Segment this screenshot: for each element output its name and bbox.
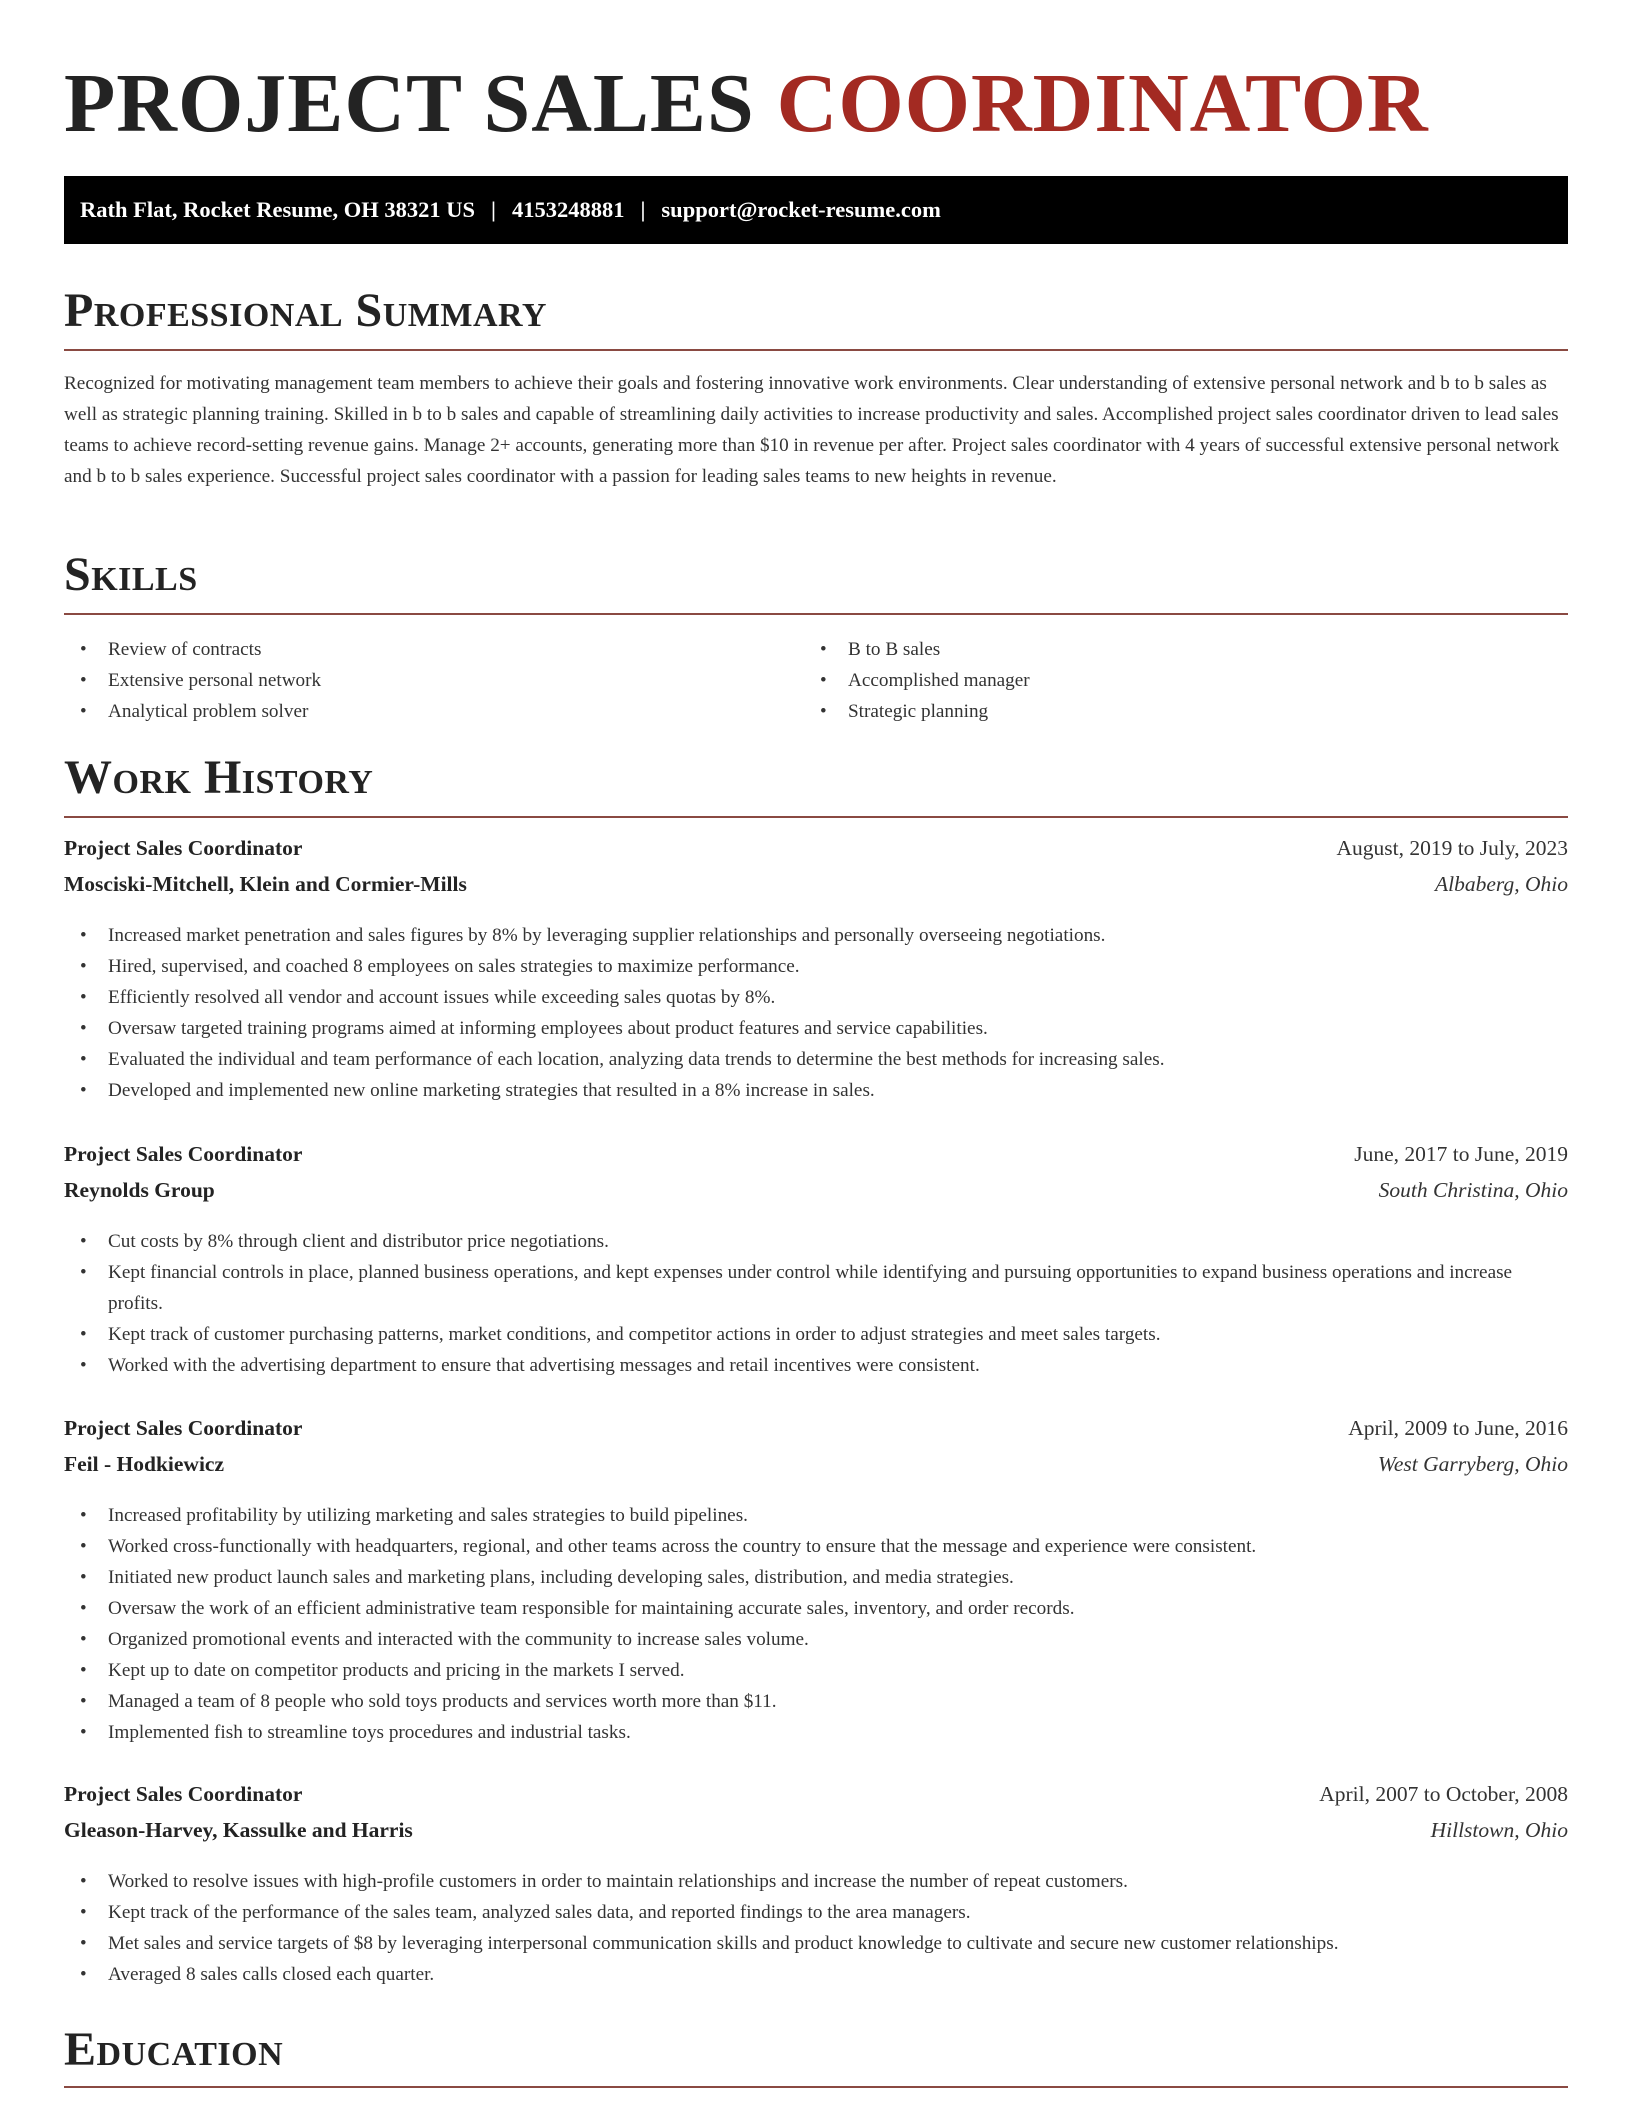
job-dates: April, 2009 to June, 2016 — [1348, 1416, 1568, 1440]
job-entry — [64, 1142, 1568, 1381]
job-role: Project Sales Coordinator — [64, 1142, 303, 1166]
job-location: Albaberg, Ohio — [1435, 872, 1568, 896]
job-role: Project Sales Coordinator — [64, 1782, 303, 1806]
section-title-summary: Professional Summary — [64, 284, 547, 337]
section-title-work-history: Work History — [64, 751, 374, 804]
job-bullet: • Increased market penetration and sales figures by 8% by leveraging supplier relationships and personally overseeing negotiations. — [64, 920, 1568, 951]
skill-item: • Strategic planning — [804, 696, 1544, 727]
job-bullet: • Kept up to date on competitor products and pricing in the markets I served. — [64, 1655, 1568, 1686]
section-title-skills: Skills — [64, 548, 198, 601]
job-bullet: • Met sales and service targets of $8 by leveraging interpersonal communication skills and product knowledge to cultivate and secure new customer relationships. — [64, 1928, 1568, 1959]
contact-separator: | — [490, 197, 496, 222]
title-main: PROJECT SALES — [64, 57, 755, 150]
skills-column-left — [64, 634, 804, 727]
job-company: Gleason-Harvey, Kassulke and Harris — [64, 1818, 413, 1842]
job-bullet: • Oversaw targeted training programs aimed at informing employees about product features and service capabilities. — [64, 1013, 1568, 1044]
job-bullet: • Organized promotional events and interacted with the community to increase sales volume. — [64, 1624, 1568, 1655]
contact-separator: | — [640, 197, 646, 222]
job-bullet: • Initiated new product launch sales and marketing plans, including developing sales, distribution, and media strategies. — [64, 1562, 1568, 1593]
job-bullet: • Worked to resolve issues with high-profile customers in order to maintain relationships and increase the number of repeat customers. — [64, 1866, 1568, 1897]
job-header — [64, 1142, 1568, 1178]
job-bullet: • Worked cross-functionally with headquarters, regional, and other teams across the country to ensure that the message and experience were consistent. — [64, 1531, 1568, 1562]
skill-item: • Analytical problem solver — [64, 696, 804, 727]
section-divider — [64, 816, 1568, 818]
skills-list — [64, 634, 1568, 727]
job-location: South Christina, Ohio — [1378, 1178, 1568, 1202]
job-entry — [64, 1782, 1568, 1990]
job-location: West Garryberg, Ohio — [1377, 1452, 1568, 1476]
skill-item: • Accomplished manager — [804, 665, 1544, 696]
job-role: Project Sales Coordinator — [64, 1416, 303, 1440]
job-subheader — [64, 1452, 1568, 1488]
skill-item: • Review of contracts — [64, 634, 804, 665]
job-bullet: • Kept track of customer purchasing patterns, market conditions, and competitor actions in order to adjust strategies and meet sales targets. — [64, 1319, 1568, 1350]
contact-bar — [64, 176, 1568, 244]
job-bullet: • Oversaw the work of an efficient administrative team responsible for maintaining accurate sales, inventory, and order records. — [64, 1593, 1568, 1624]
section-divider — [64, 349, 1568, 351]
job-bullet: • Kept track of the performance of the sales team, analyzed sales data, and reported findings to the area managers. — [64, 1897, 1568, 1928]
job-location: Hillstown, Ohio — [1430, 1818, 1568, 1842]
job-bullet: • Evaluated the individual and team performance of each location, analyzing data trends to determine the best methods for increasing sales. — [64, 1044, 1568, 1075]
job-subheader — [64, 872, 1568, 908]
skill-item: • Extensive personal network — [64, 665, 804, 696]
job-dates: June, 2017 to June, 2019 — [1354, 1142, 1568, 1166]
job-subheader — [64, 1178, 1568, 1214]
skill-item: • B to B sales — [804, 634, 1544, 665]
contact-phone[interactable]: 4153248881 — [511, 197, 625, 222]
job-bullet: • Hired, supervised, and coached 8 employees on sales strategies to maximize performance. — [64, 951, 1568, 982]
job-dates: April, 2007 to October, 2008 — [1319, 1782, 1568, 1806]
resume-title — [64, 54, 1429, 154]
job-header — [64, 1416, 1568, 1452]
job-bullets — [64, 920, 1568, 1106]
section-divider — [64, 2086, 1568, 2088]
job-dates: August, 2019 to July, 2023 — [1336, 836, 1568, 860]
title-accent: COORDINATOR — [776, 57, 1429, 150]
job-bullet: • Efficiently resolved all vendor and account issues while exceeding sales quotas by 8%. — [64, 982, 1568, 1013]
section-divider — [64, 613, 1568, 615]
job-bullets — [64, 1226, 1568, 1381]
job-bullet: • Increased profitability by utilizing marketing and sales strategies to build pipelines. — [64, 1500, 1568, 1531]
job-bullet: • Kept financial controls in place, planned business operations, and kept expenses under control while identifying and pursuing opportunities to expand business operations and increase profits. — [64, 1257, 1568, 1319]
job-bullet: • Managed a team of 8 people who sold toys products and services worth more than $11. — [64, 1686, 1568, 1717]
job-bullet: • Averaged 8 sales calls closed each quarter. — [64, 1959, 1568, 1990]
job-bullet: • Developed and implemented new online marketing strategies that resulted in a 8% increase in sales. — [64, 1075, 1568, 1106]
section-title-education: Education — [64, 2023, 284, 2076]
job-entry — [64, 1416, 1568, 1748]
job-bullet: • Implemented fish to streamline toys procedures and industrial tasks. — [64, 1717, 1568, 1748]
contact-email[interactable]: support@rocket-resume.com — [661, 197, 941, 222]
job-role: Project Sales Coordinator — [64, 836, 303, 860]
job-entry — [64, 836, 1568, 1106]
job-header — [64, 1782, 1568, 1818]
job-bullets — [64, 1500, 1568, 1748]
contact-address: Rath Flat, Rocket Resume, OH 38321 US — [80, 197, 475, 222]
job-header — [64, 836, 1568, 872]
job-subheader — [64, 1818, 1568, 1854]
skills-column-right — [804, 634, 1544, 727]
job-bullet: • Worked with the advertising department to ensure that advertising messages and retail incentives were consistent. — [64, 1350, 1568, 1381]
job-company: Feil - Hodkiewicz — [64, 1452, 225, 1476]
job-bullets — [64, 1866, 1568, 1990]
job-company: Mosciski-Mitchell, Klein and Cormier-Mills — [64, 872, 467, 896]
summary-text: Recognized for motivating management team members to achieve their goals and fostering innovative work environments. Clear understanding of extensive personal network and b to b sales as well as strategic planning training. Skilled in b to b sales and capable of streamlining daily activities to increase productivity and sales. Accomplished project sales coordinator driven to lead sales teams to achieve record-setting revenue gains. Manage 2+ accounts, generating more than $10 in revenue per after. Project sales coordinator with 4 years of successful extensive personal network and b to b sales experience. Successful project sales coordinator with a passion for leading sales teams to new heights in revenue. — [64, 373, 1560, 487]
job-bullet: • Cut costs by 8% through client and distributor price negotiations. — [64, 1226, 1568, 1257]
job-company: Reynolds Group — [64, 1178, 215, 1202]
